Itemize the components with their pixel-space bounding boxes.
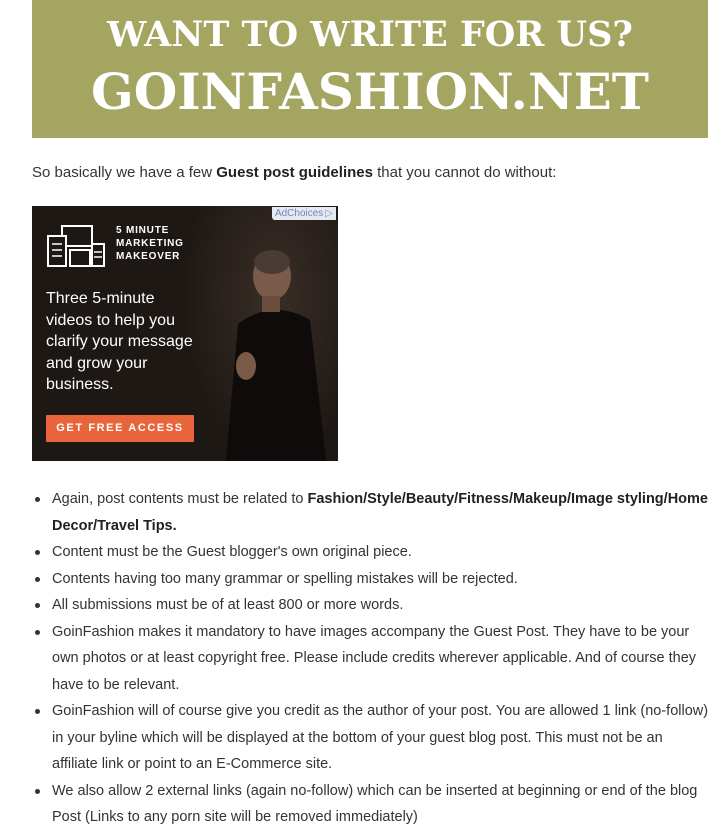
ad-speaker-photo bbox=[198, 214, 338, 461]
list-item-text: Contents having too many grammar or spelling mistakes will be rejected. bbox=[52, 570, 518, 587]
list-item-text: Again, post contents must be related to bbox=[52, 491, 308, 507]
list-item-text: All submissions must be of at least 800 or more words. bbox=[52, 597, 404, 613]
ad-headline: Three 5-minute videos to help you clarify your message and grow your business. bbox=[46, 290, 193, 393]
ad-kicker-line: MAKEOVER bbox=[116, 251, 181, 262]
ad-kicker-line: MARKETING bbox=[116, 238, 184, 249]
advertisement[interactable] bbox=[32, 206, 338, 461]
list-item-text: GoinFashion will of course give you credit as the author of your post. You are allowed 1 link (no-follow) in your byline which will be displayed at the bottom of your guest blog post. This must not be an affiliate link or point to an E-Commerce site. bbox=[52, 703, 709, 772]
list-item bbox=[32, 619, 710, 699]
list-item bbox=[32, 566, 710, 593]
hero-banner bbox=[32, 0, 708, 138]
get-free-access-button[interactable]: GET FREE ACCESS bbox=[46, 415, 194, 442]
list-item bbox=[32, 592, 710, 619]
list-item-bold-text: Fashion/Style/Beauty/Fitness/Makeup/Image styling/Home Decor/Travel Tips. bbox=[52, 491, 708, 534]
devices-icon bbox=[46, 224, 106, 268]
guidelines-list bbox=[32, 486, 710, 831]
list-item bbox=[32, 486, 710, 539]
adchoices-badge[interactable] bbox=[272, 207, 336, 220]
ad-kicker-line: 5 MINUTE bbox=[116, 225, 170, 236]
adchoices-label: AdChoices bbox=[274, 208, 324, 219]
banner-headline: WANT TO WRITE FOR US? bbox=[107, 14, 633, 55]
list-item bbox=[32, 698, 710, 778]
banner-site-name: GOINFASHION.NET bbox=[91, 62, 649, 121]
ad-kicker bbox=[116, 224, 184, 263]
intro-text-after: that you cannot do without: bbox=[372, 164, 557, 181]
adchoices-triangle-icon: ▷ bbox=[325, 208, 333, 219]
list-item bbox=[32, 539, 710, 566]
list-item bbox=[32, 778, 710, 831]
intro-text-before: So basically we have a few bbox=[32, 164, 217, 181]
intro-bold-text: Guest post guidelines bbox=[216, 164, 373, 181]
intro-paragraph bbox=[32, 164, 556, 181]
list-item-text: GoinFashion makes it mandatory to have images accompany the Guest Post. They have to be your own photos or at least copyright free. Please include credits wherever applicable. And of course they have to be relevant. bbox=[52, 623, 697, 693]
list-item-text: We also allow 2 external links (again no-follow) which can be inserted at beginning or end of the blog Post (Links to any porn site will be removed immediately) bbox=[52, 782, 698, 825]
list-item-text: Content must be the Guest blogger's own original piece. bbox=[52, 544, 412, 560]
